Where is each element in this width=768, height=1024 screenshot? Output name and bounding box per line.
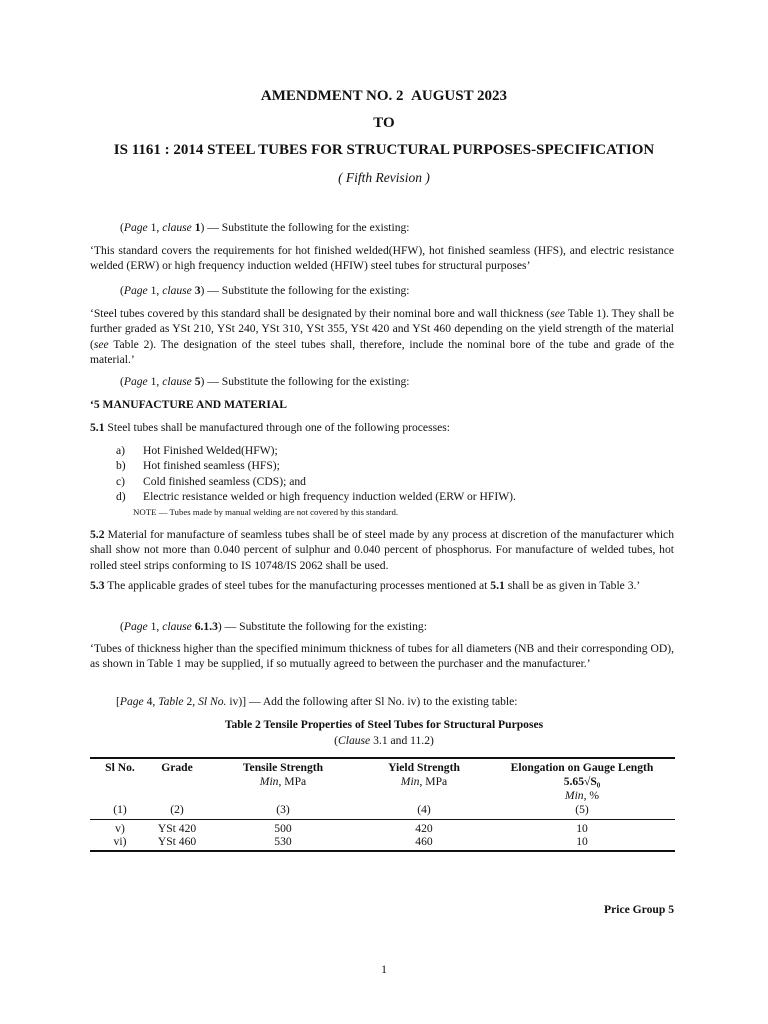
min-label: Min bbox=[400, 775, 420, 788]
amendment-title bbox=[0, 88, 768, 105]
list-item bbox=[116, 443, 516, 458]
amendment-text-4: ‘Tubes of thickness higher than the specified minimum thickness of tubes for all diameters (NB and their corresponding OD), as shown in Table 1 may be supplied, if so mutually agreed to between the purchaser and the manufacturer.’ bbox=[90, 642, 674, 671]
list-item bbox=[116, 458, 516, 473]
list-item-label: d) bbox=[116, 490, 126, 504]
header-yield bbox=[359, 761, 489, 789]
ref-page-no: 1, bbox=[150, 284, 163, 297]
section-heading: ‘5 MANUFACTURE AND MATERIAL bbox=[90, 398, 287, 411]
ref-tail: ] — Add the following after Sl No. iv) to the existing table: bbox=[242, 695, 518, 708]
clause-text: Material for manufacture of seamless tubes shall be of steel made by any process at discretion of the manufacturer which shall show not more than 0.040 percent of sulphur and 0.040 percent of phosphorus. For manufacture of welded tubes, hot rolled steel strips conforming to IS 10748/IS 2062 shall be used. bbox=[90, 528, 674, 572]
table-cell-sl: vi) bbox=[113, 835, 127, 848]
table-top-rule bbox=[90, 757, 675, 759]
ref-clause: clause bbox=[162, 284, 192, 297]
clause-5-2 bbox=[90, 527, 674, 573]
table-cell-tensile: 530 bbox=[274, 835, 292, 848]
ref-tail: ) — Substitute the following for the existing: bbox=[200, 284, 410, 297]
text-part: Table 1). They shall be further graded as YSt 210, YSt 240, YSt 310, YSt 355, YSt 420 and YSt 460 depending on the yield strength of the material ( bbox=[90, 307, 675, 351]
header-sl: Sl No. bbox=[105, 761, 135, 774]
ref-clause-no: 6.1.3 bbox=[194, 620, 218, 633]
list-item-text: Electric resistance welded or high frequency induction welded (ERW or HFIW). bbox=[143, 490, 516, 504]
ref-clause-no: 3 bbox=[194, 284, 201, 297]
list-item-label: b) bbox=[116, 459, 126, 473]
list-item-text: Cold finished seamless (CDS); and bbox=[143, 474, 306, 488]
ref-clause: clause bbox=[162, 375, 192, 388]
ref-page-no: 4, bbox=[146, 695, 159, 708]
table-header-rule bbox=[90, 819, 675, 820]
ref-page: Page bbox=[119, 695, 144, 708]
ref-clause: clause bbox=[162, 221, 192, 234]
col-number-1: (1) bbox=[113, 803, 127, 816]
col-number-3: (3) bbox=[276, 803, 290, 816]
ref-page-no: 1, bbox=[150, 620, 163, 633]
clause-number: 5.3 bbox=[90, 579, 105, 592]
clause-text: The applicable grades of steel tubes for the manufacturing processes mentioned at bbox=[104, 579, 491, 592]
ref-clause-no: 1 bbox=[194, 221, 201, 234]
ref-tail: ) — Substitute the following for the existing: bbox=[200, 221, 410, 234]
see-ref: see bbox=[550, 307, 565, 320]
note: NOTE — Tubes made by manual welding are not covered by this standard. bbox=[133, 507, 399, 517]
clause-number: 5.2 bbox=[90, 528, 105, 541]
header-elongation-label: Elongation on Gauge Length bbox=[510, 761, 654, 774]
col-number-4: (4) bbox=[417, 803, 431, 816]
amendment-ref-3: (Page 1, clause 5) — Substitute the following for the existing: bbox=[120, 375, 410, 388]
clause-5-3 bbox=[90, 578, 674, 593]
col-number-5: (5) bbox=[575, 803, 589, 816]
ref-clause: clause bbox=[162, 620, 192, 633]
amendment-ref-4: (Page 1, clause 6.1.3) — Substitute the following for the existing: bbox=[120, 620, 427, 633]
ref-page: Page bbox=[123, 375, 148, 388]
unit-label: , MPa bbox=[419, 775, 448, 788]
table-cell-elongation: 10 bbox=[576, 822, 588, 835]
clause-text: shall be as given in Table 3.’ bbox=[504, 579, 641, 592]
unit-label: , MPa bbox=[278, 775, 307, 788]
title-to: TO bbox=[373, 115, 395, 131]
ref-sl: Sl No. bbox=[198, 695, 227, 708]
text-part: ‘Steel tubes covered by this standard shall be designated by their nominal bore and wall thickness ( bbox=[90, 307, 551, 320]
text-part: Table 2). The designation of the steel tubes shall, therefore, include the nominal bore of the tube and grade of the material.’ bbox=[90, 337, 674, 367]
header-elongation bbox=[492, 761, 672, 803]
unit-label: , % bbox=[583, 789, 600, 802]
amendment-text-2 bbox=[90, 306, 674, 368]
amendment-date: AUGUST 2023 bbox=[411, 88, 508, 104]
ref-tail: ) — Substitute the following for the existing: bbox=[200, 375, 410, 388]
clause-text: Steel tubes shall be manufactured through one of the following processes: bbox=[104, 421, 450, 434]
table-cell-yield: 420 bbox=[415, 822, 433, 835]
process-list bbox=[116, 443, 516, 505]
clause-5-1 bbox=[90, 420, 450, 435]
table-cell-yield: 460 bbox=[415, 835, 433, 848]
see-ref: see bbox=[93, 337, 109, 351]
ref-page-no: 1, bbox=[150, 375, 163, 388]
table-bottom-rule bbox=[90, 850, 675, 852]
list-item-label: a) bbox=[116, 444, 126, 457]
col-number-2: (2) bbox=[170, 803, 184, 816]
min-label: Min bbox=[259, 775, 279, 788]
table-cell-elongation: 10 bbox=[576, 835, 588, 848]
amendment-text-1: ‘This standard covers the requirements for hot finished welded(HFW), hot finished seamless (HFS), and electric resistance welded (ERW) or high frequency induction welded (HFIW) steel tubes for structural purposes’ bbox=[90, 244, 674, 273]
table-cell-grade: YSt 460 bbox=[157, 835, 197, 848]
clause-tail: 3.1 and 11.2) bbox=[370, 734, 434, 747]
table-cell-sl: v) bbox=[115, 822, 125, 835]
ref-tail: ) — Substitute the following for the existing: bbox=[217, 620, 427, 633]
list-item-label: c) bbox=[116, 474, 126, 488]
table-title: Table 2 Tensile Properties of Steel Tubes for Structural Purposes bbox=[224, 718, 544, 731]
price-group: Price Group 5 bbox=[604, 903, 674, 916]
ref-table-no: 2, bbox=[186, 695, 199, 708]
header-grade: Grade bbox=[161, 761, 193, 774]
ref-clause-no: 5 bbox=[194, 375, 201, 388]
clause-number: 5.1 bbox=[90, 421, 105, 434]
ref-table: Table bbox=[158, 695, 184, 708]
ref-page-no: 1, bbox=[150, 221, 163, 234]
ref-page: Page bbox=[123, 221, 148, 234]
table-cell-tensile: 500 bbox=[274, 822, 292, 835]
gauge-formula: 5.65√S₀ bbox=[563, 775, 601, 788]
clause-word: Clause bbox=[338, 734, 371, 747]
list-item-text: Hot finished seamless (HFS); bbox=[143, 459, 280, 473]
list-item-text: Hot Finished Welded(HFW); bbox=[143, 444, 278, 457]
amendment-ref-5: [Page 4, Table 2, Sl No. iv)] — Add the following after Sl No. iv) to the existing table: bbox=[116, 695, 518, 708]
paren: ( bbox=[334, 734, 338, 747]
amendment-number: AMENDMENT NO. 2 bbox=[260, 88, 404, 104]
clause-ref: 5.1 bbox=[490, 579, 505, 592]
header-tensile-label: Tensile Strength bbox=[242, 761, 324, 774]
amendment-ref-1: (Page 1, clause 1) — Substitute the following for the existing: bbox=[120, 221, 410, 234]
page-number: 1 bbox=[381, 963, 387, 976]
list-item bbox=[116, 489, 516, 504]
amendment-ref-2: (Page 1, clause 3) — Substitute the following for the existing: bbox=[120, 284, 410, 297]
ref-sl-no: iv) bbox=[226, 695, 243, 708]
list-item bbox=[116, 474, 516, 489]
table-cell-grade: YSt 420 bbox=[157, 822, 197, 835]
ref-page: Page bbox=[123, 284, 148, 297]
min-label: Min bbox=[564, 789, 584, 802]
ref-page: Page bbox=[123, 620, 148, 633]
header-yield-label: Yield Strength bbox=[388, 761, 460, 774]
header-tensile bbox=[218, 761, 348, 789]
revision-note: ( Fifth Revision ) bbox=[338, 170, 430, 185]
standard-title: IS 1161 : 2014 STEEL TUBES FOR STRUCTURAL PURPOSES-SPECIFICATION bbox=[113, 142, 655, 158]
table-clause-ref bbox=[0, 733, 768, 748]
